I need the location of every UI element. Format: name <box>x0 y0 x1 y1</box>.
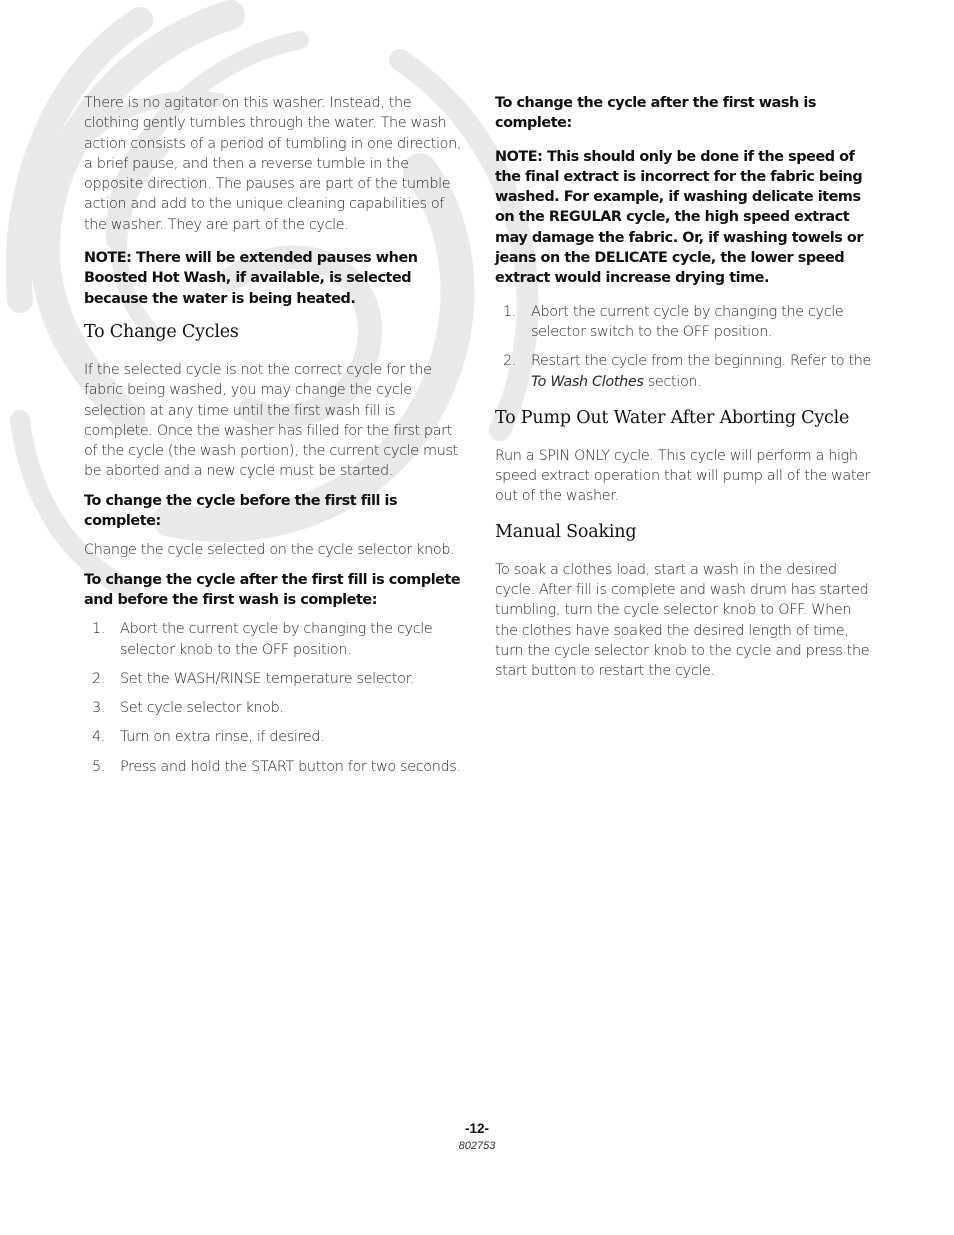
before-fill-subheading: To change the cycle before the first fill is complete: <box>84 492 398 530</box>
list-item <box>84 698 464 718</box>
page-number: -12- <box>464 1121 489 1136</box>
document-number: 802753 <box>458 1140 496 1152</box>
after-fill-subheading: To change the cycle after the first fill is complete and before the first wash is complete: <box>84 571 461 608</box>
left-column <box>84 93 464 777</box>
step-text: section. <box>643 373 702 390</box>
after-fill-steps <box>84 619 464 777</box>
pump-out-paragraph: Run a SPIN ONLY cycle. This cycle will perform a high speed extract operation that will pump all of the water out of the washer. <box>495 447 871 505</box>
pause-note: NOTE: There will be extended pauses when Boosted Hot Wash, if available, is selected because the water is being heated. <box>84 250 418 307</box>
step-number: 1. <box>92 621 106 638</box>
intro-paragraph: There is no agitator on this washer. Instead, the clothing gently tumbles through the water. The wash action consists of a period of tumbling in one direction, a brief pause, and then a reverse tumble in the opposite direction. The pauses are part of the tumble action and add to the unique cleaning capabilities of the washer. They are part of the cycle. <box>84 95 462 233</box>
step-text: Restart the cycle from the beginning. Refer to the <box>531 353 872 370</box>
step-text: Abort the current cycle by changing the cycle selector switch to the OFF position. <box>531 303 844 340</box>
step-number: 2. <box>503 353 517 370</box>
change-cycles-paragraph: If the selected cycle is not the correct cycle for the fabric being washed, you may change the cycle selection at any time until the first wash fill is complete. Once the washer has filled for the first part of the cycle (the wash portion), the current cycle must be aborted and a new cycle must be started. <box>84 361 458 480</box>
list-item <box>84 619 464 660</box>
step-number: 2. <box>92 670 106 687</box>
before-fill-text: Change the cycle selected on the cycle selector knob. <box>84 542 455 559</box>
step-text: Set cycle selector knob. <box>120 700 284 717</box>
extract-speed-note: NOTE: This should only be done if the speed of the final extract is incorrect for the fabric being washed. For example, if washing delicate items on the REGULAR cycle, the high speed extract may damage the fabric. Or, if washing towels or jeans on the DELICATE cycle, the lower speed extract would increase drying time. <box>495 148 864 287</box>
manual-soaking-heading: Manual Soaking <box>495 521 637 542</box>
change-cycles-heading: To Change Cycles <box>84 321 239 342</box>
after-wash-steps <box>495 302 875 392</box>
step-text: Set the WASH/RINSE temperature selector. <box>120 670 415 687</box>
step-number: 1. <box>503 303 517 320</box>
step-number: 4. <box>92 729 106 746</box>
step-text: Abort the current cycle by changing the cycle selector knob to the OFF position. <box>120 621 433 658</box>
manual-soaking-paragraph: To soak a clothes load, start a wash in the desired cycle. After fill is complete and wash drum has started tumbling, turn the cycle selector knob to OFF. When the clothes have soaked the desired length of time, turn the cycle selector knob to the cycle and press the start button to restart the cycle. <box>495 561 870 680</box>
pump-out-heading: To Pump Out Water After Aborting Cycle <box>495 407 850 428</box>
step-text: Turn on extra rinse, if desired. <box>120 729 325 746</box>
list-item <box>84 757 464 777</box>
list-item <box>84 727 464 747</box>
step-number: 3. <box>92 700 106 717</box>
list-item <box>84 669 464 689</box>
list-item <box>495 351 875 392</box>
list-item <box>495 302 875 343</box>
step-text: Press and hold the START button for two seconds. <box>120 758 461 775</box>
step-number: 5. <box>92 758 106 775</box>
step-text-reference: To Wash Clothes <box>531 373 644 390</box>
right-column <box>495 93 875 682</box>
after-wash-subheading: To change the cycle after the first wash is complete: <box>495 95 816 132</box>
